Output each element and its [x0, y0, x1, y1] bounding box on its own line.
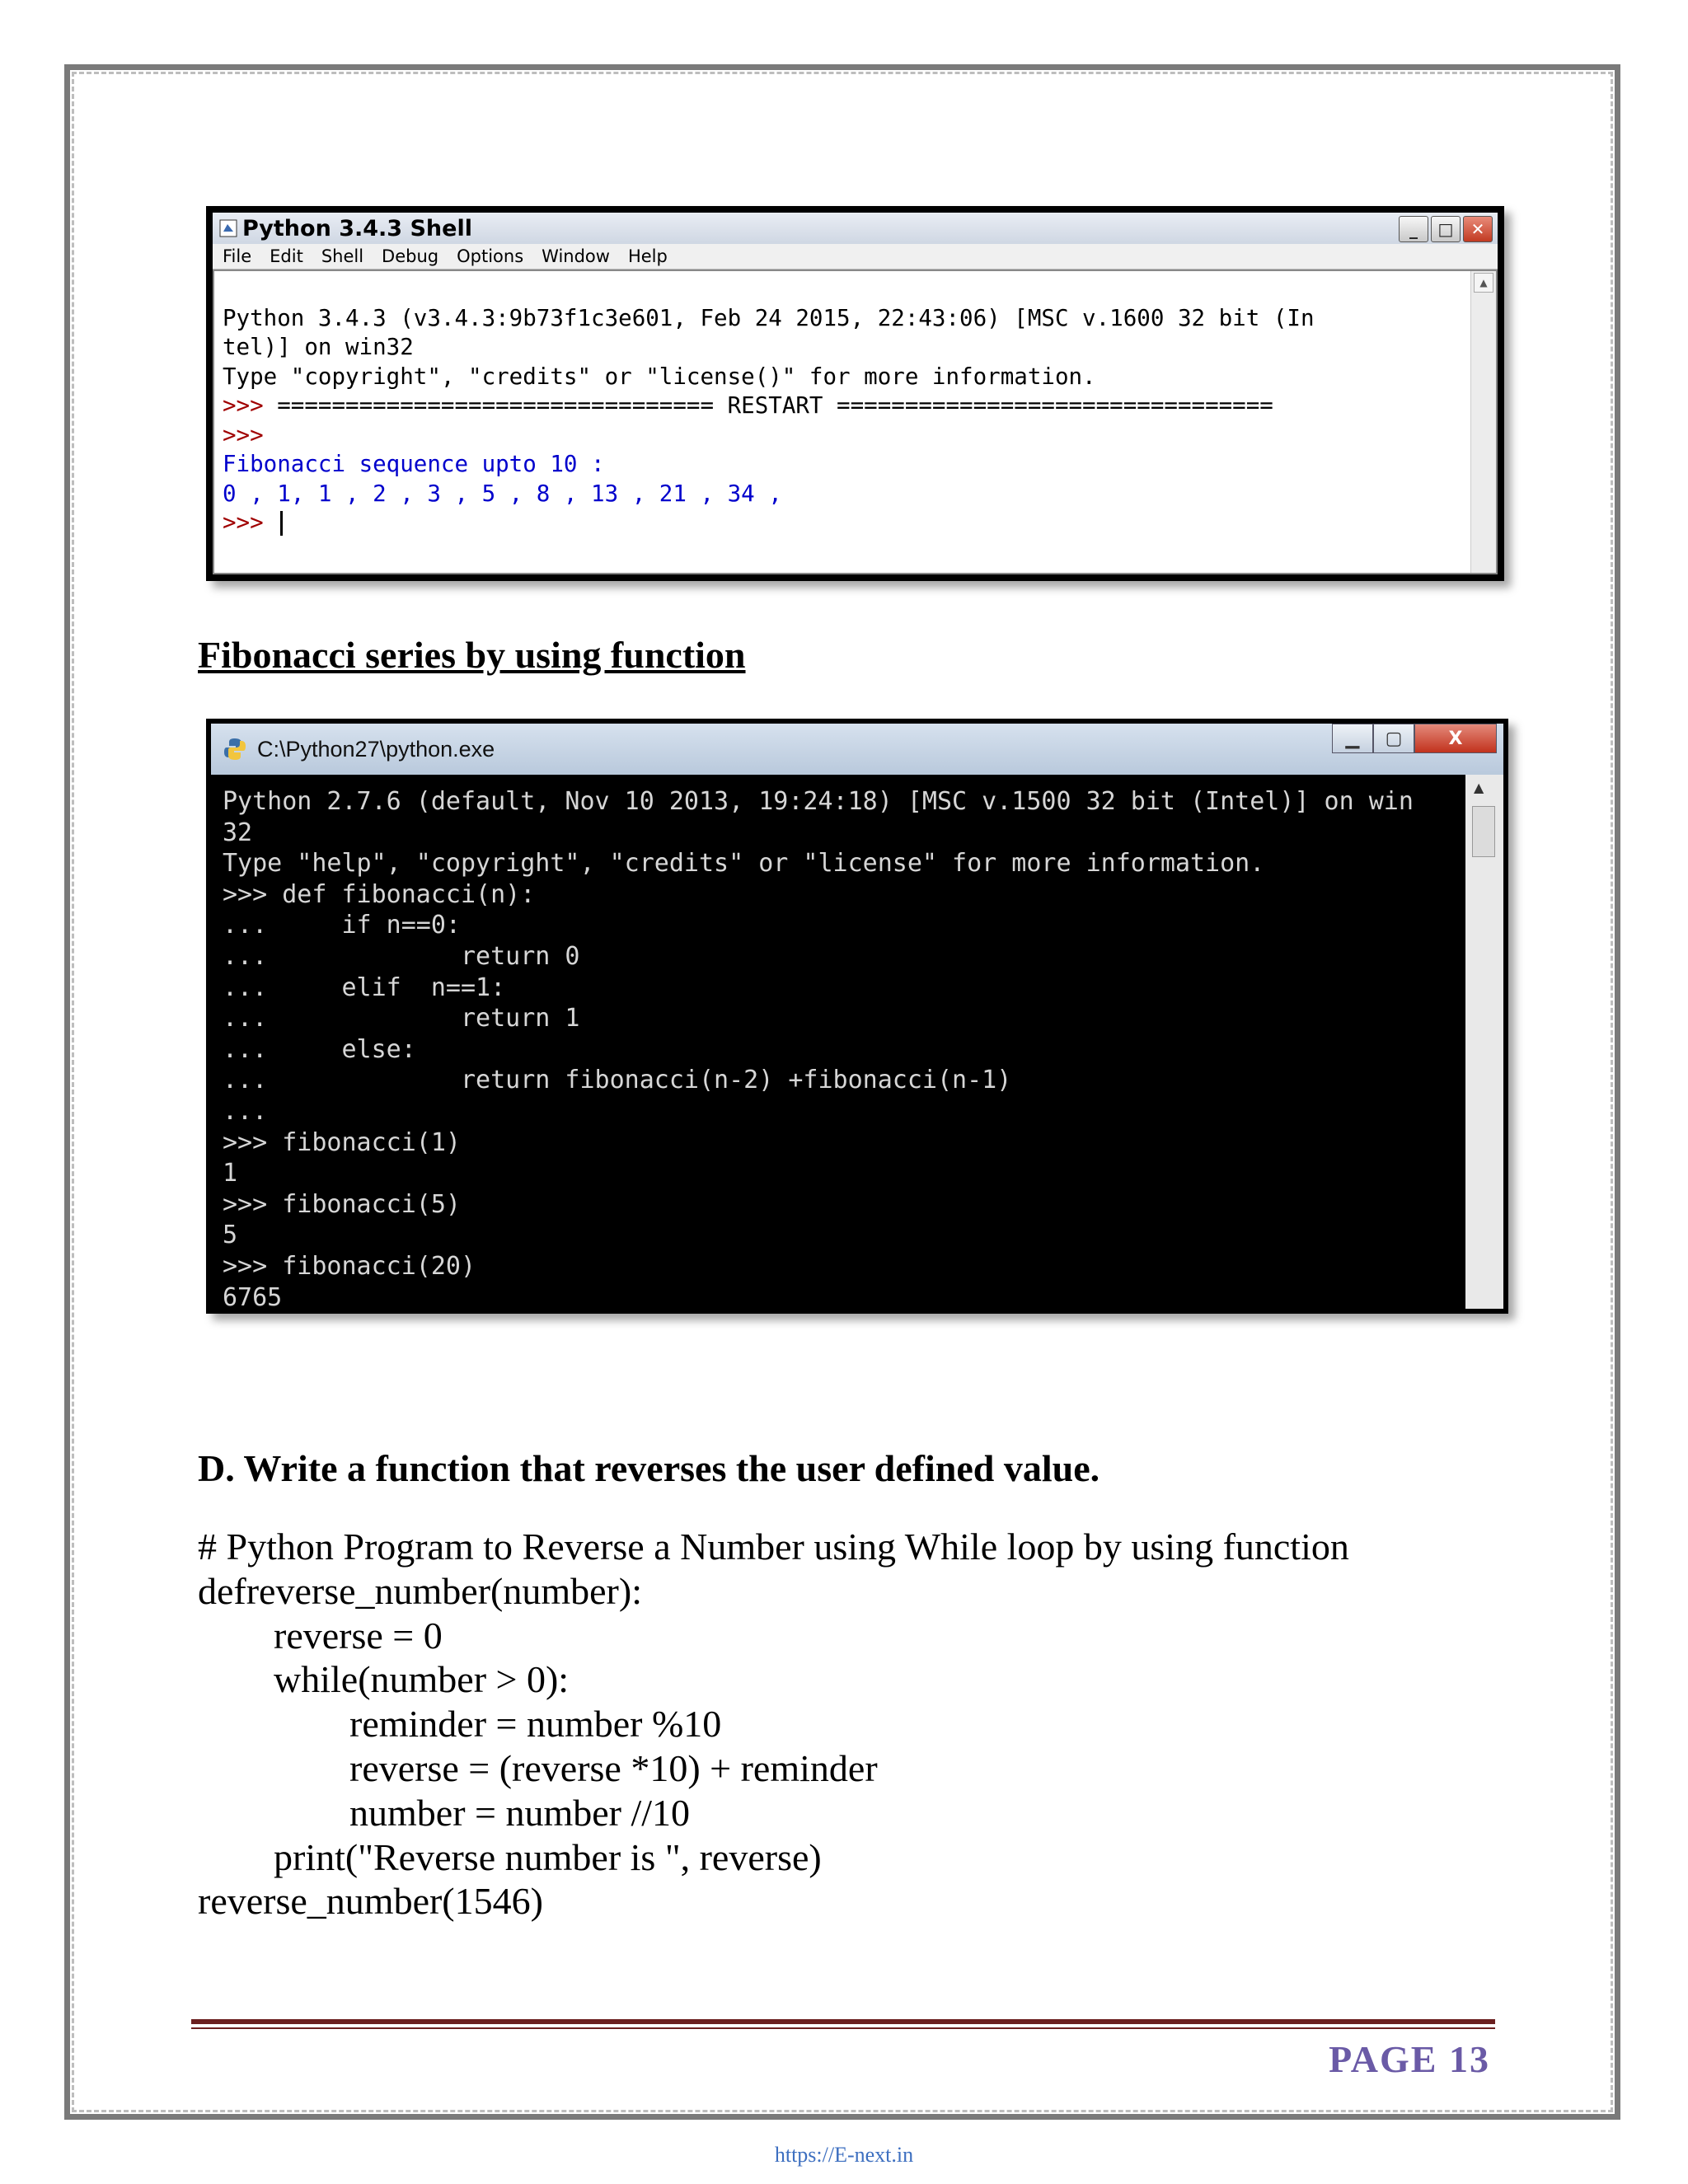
idle-prompt: >>>	[223, 509, 264, 536]
console-minimize-button[interactable]: ▁	[1332, 724, 1373, 753]
console-output-area[interactable]	[211, 775, 1503, 1312]
idle-prompt: >>>	[223, 392, 264, 419]
idle-shell-window	[206, 206, 1504, 581]
footer-rule	[191, 2019, 1495, 2024]
idle-fib-values: 0 , 1, 1 , 2 , 3 , 5 , 8 , 13 , 21 , 34 ,	[223, 480, 782, 507]
menu-shell[interactable]: Shell	[321, 246, 364, 266]
console-scrollbar[interactable]	[1465, 775, 1503, 1309]
console-maximize-button[interactable]: ▢	[1373, 724, 1414, 753]
footer-rule-thin	[191, 2027, 1495, 2029]
idle-fib-label: Fibonacci sequence upto 10 :	[223, 451, 605, 477]
console-title: C:\Python27\python.exe	[257, 736, 495, 762]
idle-line-3: Type "copyright", "credits" or "license()" for more information.	[223, 363, 1096, 390]
idle-menu-bar	[213, 244, 1498, 269]
console-title-bar[interactable]	[211, 724, 1503, 775]
menu-window[interactable]: Window	[542, 246, 610, 266]
menu-edit[interactable]: Edit	[270, 246, 303, 266]
idle-line-1: Python 3.4.3 (v3.4.3:9b73f1c3e601, Feb 24 2015, 22:43:06) [MSC v.1600 32 bit (In	[223, 304, 1315, 331]
scroll-up-arrow-icon[interactable]: ▲	[1474, 273, 1493, 293]
idle-text-area[interactable]	[213, 269, 1498, 574]
console-window	[206, 719, 1508, 1314]
python-logo-icon	[223, 737, 247, 762]
console-close-button[interactable]: X	[1414, 724, 1497, 753]
idle-title-bar[interactable]	[213, 213, 1498, 244]
text-cursor	[280, 511, 283, 536]
console-text: Python 2.7.6 (default, Nov 10 2013, 19:24:18) [MSC v.1500 32 bit (Intel)] on win 32 Type "help", "copyright", "credits" or "license" for more information. >>> def fibonacci(n): ... if n==0: ... return 0 ... elif n==1: ... return 1 ... else: ... return fibonacci(n-2) +fibonacci(n-1) ... >>> fibonacci(1) 1 >>> fibonacci(5) 5 >>> fibonacci(20) 6765	[223, 787, 1414, 1312]
maximize-button[interactable]: □	[1431, 216, 1461, 242]
close-button[interactable]: ✕	[1463, 216, 1493, 242]
idle-app-icon	[219, 219, 237, 237]
idle-line-2: tel)] on win32	[223, 334, 414, 360]
idle-restart-line: ================================ RESTART ================================	[263, 392, 1273, 419]
menu-file[interactable]: File	[223, 246, 252, 266]
scroll-thumb[interactable]	[1472, 806, 1495, 857]
footer-url-link[interactable]: https://E-next.in	[774, 2143, 914, 2167]
idle-scrollbar[interactable]	[1470, 271, 1496, 573]
menu-debug[interactable]: Debug	[382, 246, 439, 266]
section-heading-fibonacci-function: Fibonacci series by using function	[198, 634, 746, 676]
idle-title: Python 3.4.3 Shell	[242, 215, 472, 241]
section-heading-reverse: D. Write a function that reverses the user defined value.	[198, 1447, 1100, 1489]
menu-options[interactable]: Options	[457, 246, 524, 266]
scroll-up-arrow-icon[interactable]: ▲	[1474, 780, 1484, 795]
page-number: PAGE 13	[1329, 2038, 1490, 2080]
minimize-button[interactable]: _	[1399, 216, 1428, 242]
idle-prompt: >>>	[223, 421, 264, 448]
reverse-code-block: # Python Program to Reverse a Number using While loop by using function defreverse_number(number): reverse = 0 while(number > 0): reminder = number %10 reverse = (reverse *10) + reminder number = number //10 print("Reverse number is ", reverse) reverse_number(1546)	[198, 1526, 1349, 1923]
menu-help[interactable]: Help	[627, 246, 668, 266]
